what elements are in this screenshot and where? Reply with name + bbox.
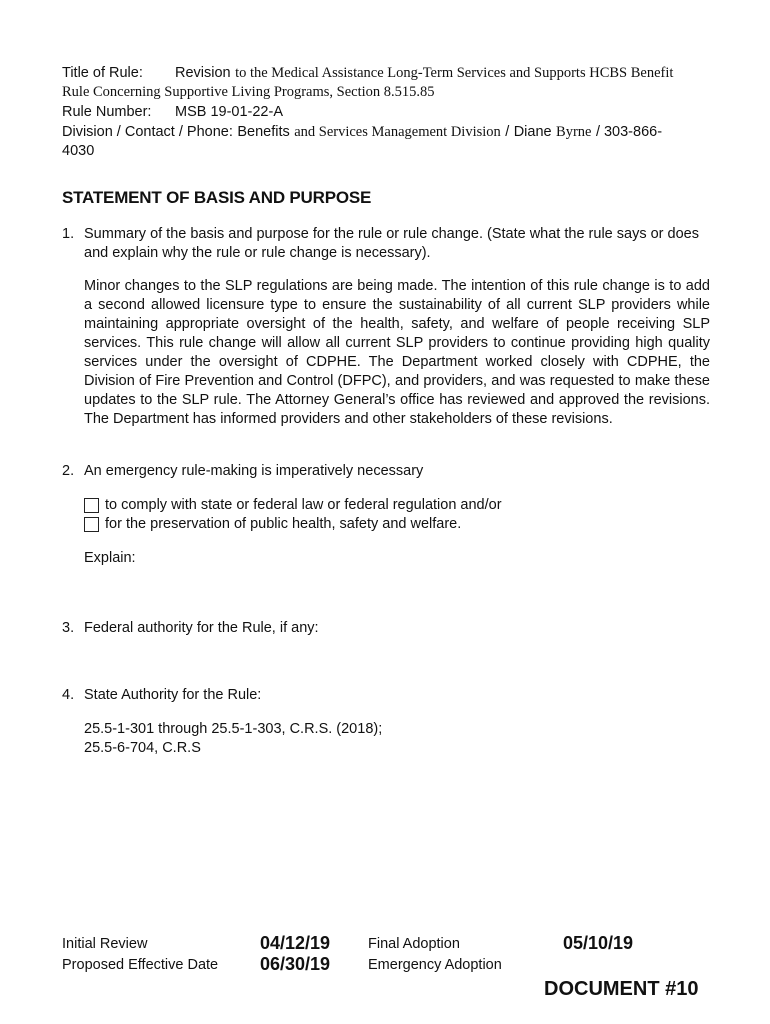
item-2-number: 2. (62, 463, 75, 479)
item-3-number: 3. (62, 620, 75, 636)
proposed-effective-label: Proposed Effective Date (62, 957, 219, 973)
initial-review-date: 04/12/19 (260, 933, 331, 953)
page-title: STATEMENT OF BASIS AND PURPOSE (62, 188, 372, 207)
contact-first-name: Diane (513, 124, 552, 140)
comply-checkbox-label: to comply with state or federal law or federal regulation and/or (105, 497, 502, 513)
explain-label: Explain: (84, 550, 136, 566)
title-line-1 (62, 63, 712, 83)
division-line (62, 122, 712, 142)
division-label: Division / Contact / Phone: (62, 124, 233, 140)
item-1-prompt: Summary of the basis and purpose for the rule or rule change. (State what the rule says or does and explain why the rule or rule change is necessary). (84, 226, 699, 261)
final-adoption-label: Final Adoption (368, 936, 460, 952)
title-first-word: Revision (175, 65, 231, 81)
rule-header (62, 63, 712, 161)
item-4-number: 4. (62, 687, 75, 703)
contact-separator: / (505, 124, 510, 140)
division-first-word: Benefits (237, 124, 290, 140)
title-line-2: Rule Concerning Supportive Living Programs, Section 8.515.85 (62, 84, 435, 100)
contact-last-name: Byrne (556, 124, 592, 140)
item-2 (62, 462, 712, 481)
comply-checkbox[interactable] (84, 498, 99, 513)
rule-number-label: Rule Number: (62, 104, 152, 120)
initial-review-label: Initial Review (62, 936, 148, 952)
item-1-answer: Minor changes to the SLP regulations are being made. The intention of this rule change is to add a second allowed licensure type to ensure the sustainability of all current SLP providers while maintaining appropriate oversight of the health, safety, and welfare of people receiving SLP services. This rule change will allow all current SLP providers to continue providing high quality services under the oversight of CDPHE. The Department worked closely with CDPHE, the Division of Fire Prevention and Control (DFPC), and providers, and was requested to make these updates to the SLP rule. The Attorney General’s office has reviewed and approved the revisions. The Department has informed providers and other stakeholders of these revisions. (84, 278, 710, 427)
final-adoption-date: 05/10/19 (563, 933, 634, 953)
rule-number-value: MSB 19-01-22-A (175, 104, 283, 120)
rule-number-line (62, 102, 712, 122)
item-3-prompt: Federal authority for the Rule, if any: (84, 620, 319, 636)
item-4-prompt: State Authority for the Rule: (84, 687, 262, 703)
item-4 (62, 686, 712, 705)
title-rest: to the Medical Assistance Long-Term Services and Supports HCBS Benefit (235, 65, 674, 81)
state-authority-line-1: 25.5-1-301 through 25.5-1-303, C.R.S. (2018); (84, 721, 383, 737)
phone-line-2: 4030 (62, 143, 95, 159)
item-3 (62, 619, 712, 638)
phone: / 303-866- (595, 124, 663, 140)
item-1 (62, 225, 712, 263)
checkbox-row-preservation (84, 515, 461, 534)
preservation-checkbox-label: for the preservation of public health, safety and welfare. (105, 516, 462, 532)
item-2-prompt: An emergency rule-making is imperatively necessary (84, 463, 424, 479)
emergency-adoption-label: Emergency Adoption (368, 957, 502, 973)
item-1-number: 1. (62, 226, 75, 242)
document-number: DOCUMENT #10 (544, 978, 699, 1000)
title-label: Title of Rule: (62, 65, 143, 81)
state-authority-line-2: 25.5-6-704, C.R.S (84, 740, 201, 756)
preservation-checkbox[interactable] (84, 517, 99, 532)
division-rest: and Services Management Division (294, 124, 501, 140)
proposed-effective-date: 06/30/19 (260, 954, 331, 974)
checkbox-row-comply (84, 496, 502, 515)
